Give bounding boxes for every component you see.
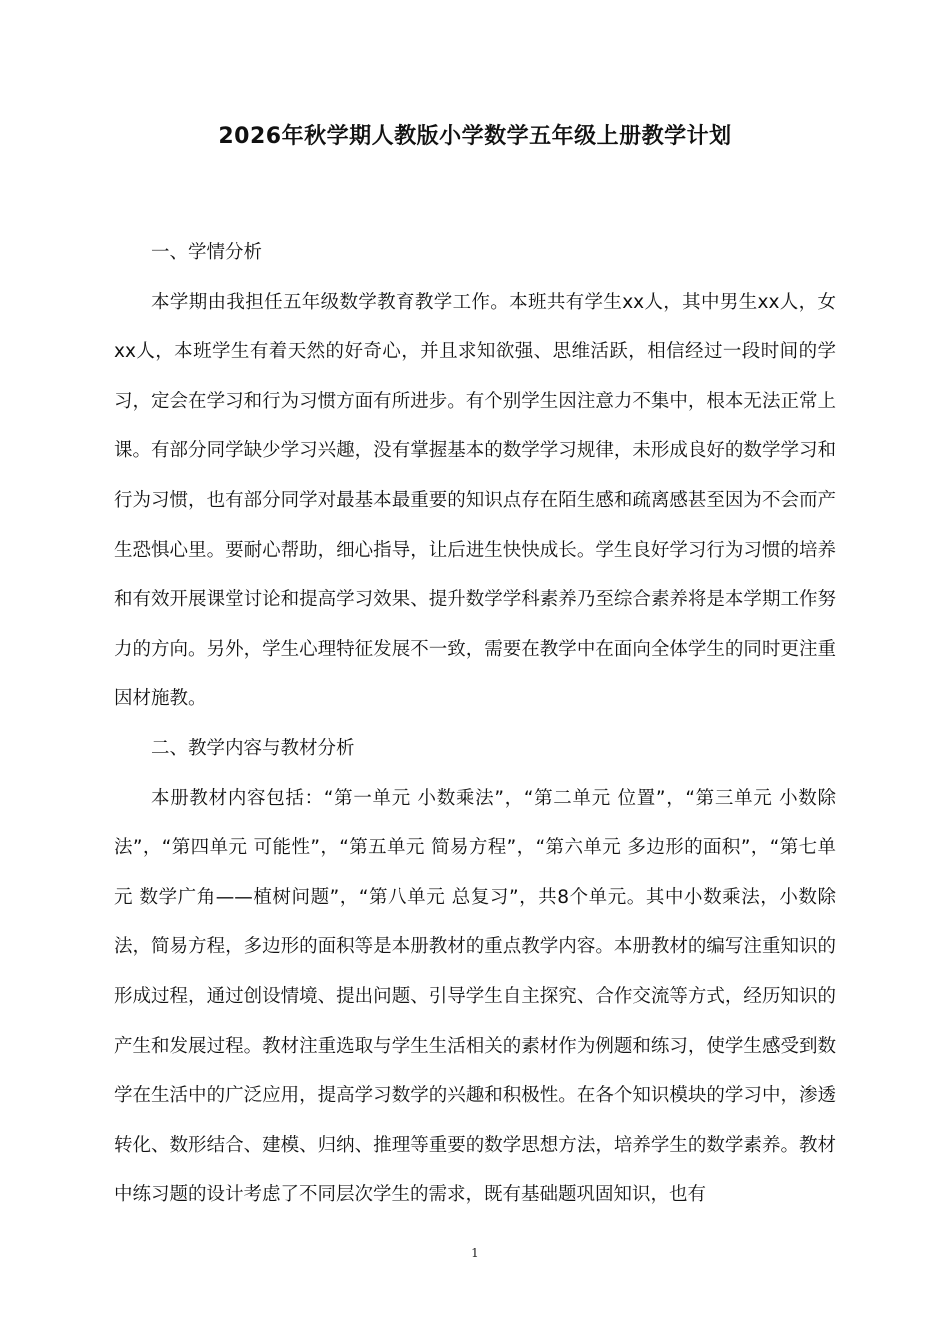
section-heading-content-analysis: 二、教学内容与教材分析 (151, 737, 355, 759)
paragraph-content-analysis: 本册教材内容包括：“第一单元 小数乘法”，“第二单元 位置”，“第三单元 小数除法”，“第四单元 可能性”，“第五单元 简易方程”，“第六单元 多边形的面积”，“第七单元 数学广角——植树问题”，“第八单元 总复习”，共8个单元。其中小数乘法，小数除法，简易方程，多边形的面积等是本册教材的重点教学内容。本册教材的编写注重知识的形成过程，通过创设情境、提出问题、引导学生自主探究、合作交流等方式，经历知识的产生和发展过程。教材注重选取与学生生活相关的素材作为例题和练习，使学生感受到数学在生活中的广泛应用，提高学习数学的兴趣和积极性。在各个知识模块的学习中，渗透转化、数形结合、建模、归纳、推理等重要的数学思想方法，培养学生的数学素养。教材中练习题的设计考虑了不同层次学生的需求，既有基础题巩固知识，也有 (114, 787, 836, 1206)
document-title: 2026年秋学期人教版小学数学五年级上册教学计划 (218, 124, 732, 149)
section-heading-learning-analysis: 一、学情分析 (151, 242, 263, 263)
document-body (114, 228, 836, 1220)
page-number: 1 (471, 1246, 479, 1260)
paragraph-learning-analysis: 本学期由我担任五年级数学教育教学工作。本班共有学生xx人，其中男生xx人，女xx人，本班学生有着天然的好奇心，并且求知欲强、思维活跃，相信经过一段时间的学习，定会在学习和行为习惯方面有所进步。有个别学生因注意力不集中，根本无法正常上课。有部分同学缺少学习兴趣，没有掌握基本的数学学习规律，未形成良好的数学学习和行为习惯，也有部分同学对最基本最重要的知识点存在陌生感和疏离感甚至因为不会而产生恐惧心里。要耐心帮助，细心指导，让后进生快快成长。学生良好学习行为习惯的培养和有效开展课堂讨论和提高学习效果、提升数学学科素养乃至综合素养将是本学期工作努力的方向。另外，学生心理特征发展不一致，需要在教学中在面向全体学生的同时更注重因材施教。 (114, 291, 836, 710)
